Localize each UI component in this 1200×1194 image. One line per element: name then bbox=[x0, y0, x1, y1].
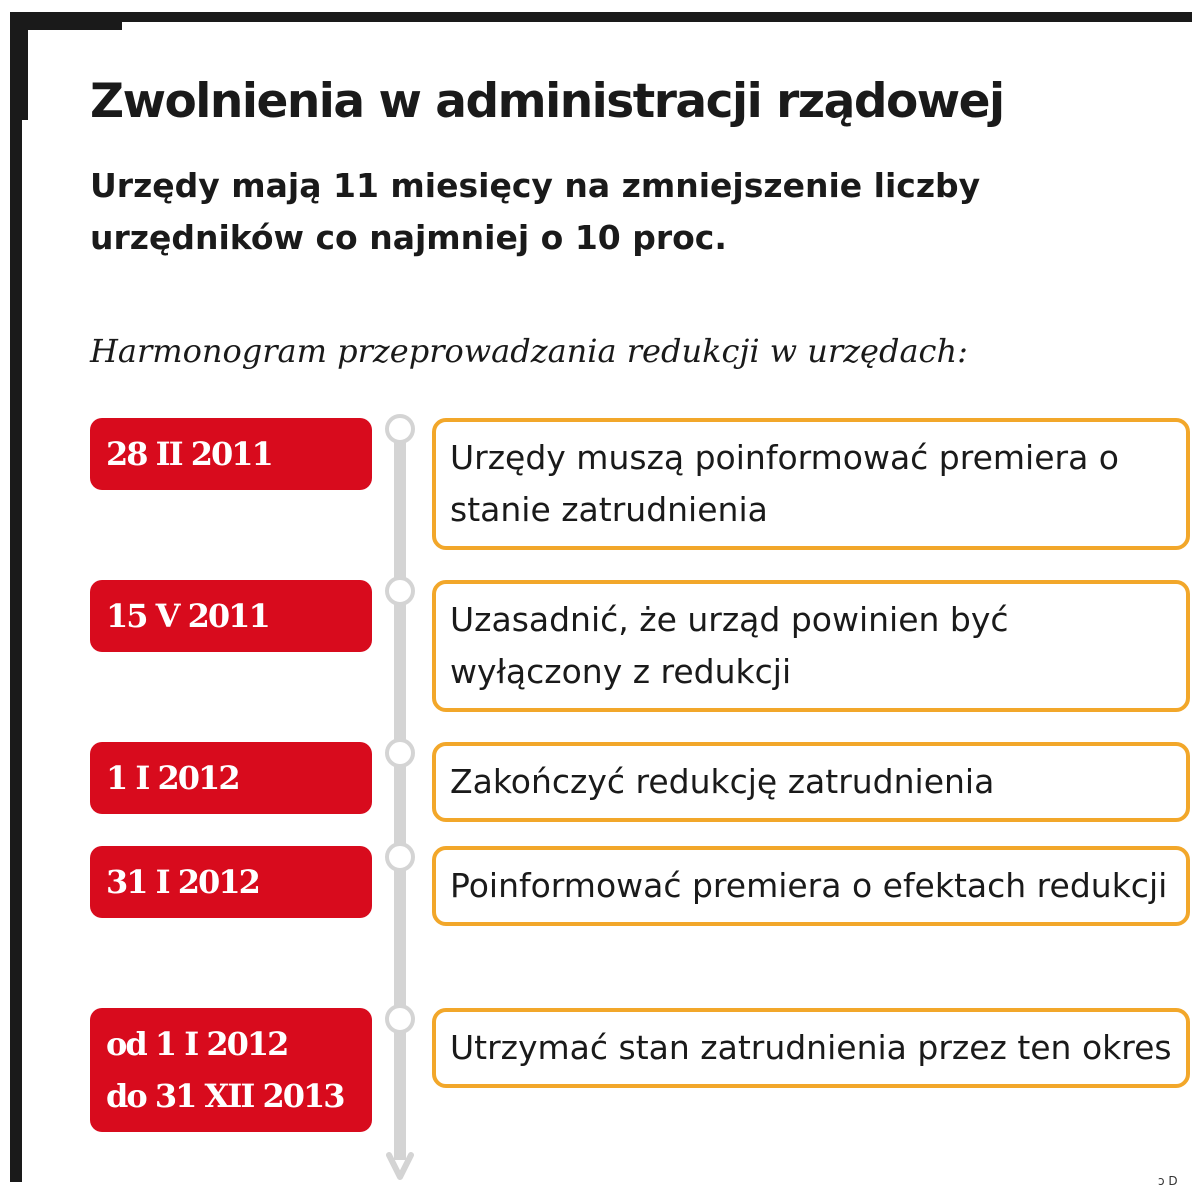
timeline-axis bbox=[394, 430, 406, 1160]
event-description: Zakończyć redukcję zatrudnienia bbox=[432, 742, 1190, 822]
event-description: Utrzymać stan zatrudnienia przez ten okres bbox=[432, 1008, 1190, 1088]
date-badge bbox=[90, 418, 372, 490]
date-text: do 31 XII 2013 bbox=[106, 1077, 344, 1115]
down-arrow-icon bbox=[386, 1150, 414, 1182]
event-description: Poinformować premiera o efektach redukcji bbox=[432, 846, 1190, 926]
event-description: Uzasadnić, że urząd powinien być wyłączony z redukcji bbox=[432, 580, 1190, 712]
date-text: 31 I 2012 bbox=[106, 863, 259, 901]
date-text: 15 V 2011 bbox=[106, 597, 269, 635]
frame-top-rule bbox=[10, 12, 1192, 22]
event-description: Urzędy muszą poinformować premiera o stanie zatrudnienia bbox=[432, 418, 1190, 550]
timeline-node-icon bbox=[385, 414, 415, 444]
schedule-label: Harmonogram przeprowadzania redukcji w urzędach: bbox=[90, 332, 968, 370]
date-text: 28 II 2011 bbox=[106, 435, 272, 473]
date-badge bbox=[90, 580, 372, 652]
timeline-node-icon bbox=[385, 842, 415, 872]
page-title: Zwolnienia w administracji rządowej bbox=[90, 74, 1004, 129]
timeline-node-icon bbox=[385, 1004, 415, 1034]
date-text: 1 I 2012 bbox=[106, 759, 239, 797]
frame-left-rule bbox=[10, 12, 22, 1182]
timeline-node-icon bbox=[385, 576, 415, 606]
page-subtitle: Urzędy mają 11 miesięcy na zmniejszenie liczby urzędników co najmniej o 10 proc. bbox=[90, 166, 981, 257]
timeline-node-icon bbox=[385, 738, 415, 768]
date-badge bbox=[90, 1008, 372, 1132]
frame-corner-notch bbox=[10, 12, 28, 120]
date-badge bbox=[90, 742, 372, 814]
date-badge bbox=[90, 846, 372, 918]
credit: ↄ D bbox=[1158, 1174, 1178, 1188]
date-text: od 1 I 2012 bbox=[106, 1025, 288, 1063]
